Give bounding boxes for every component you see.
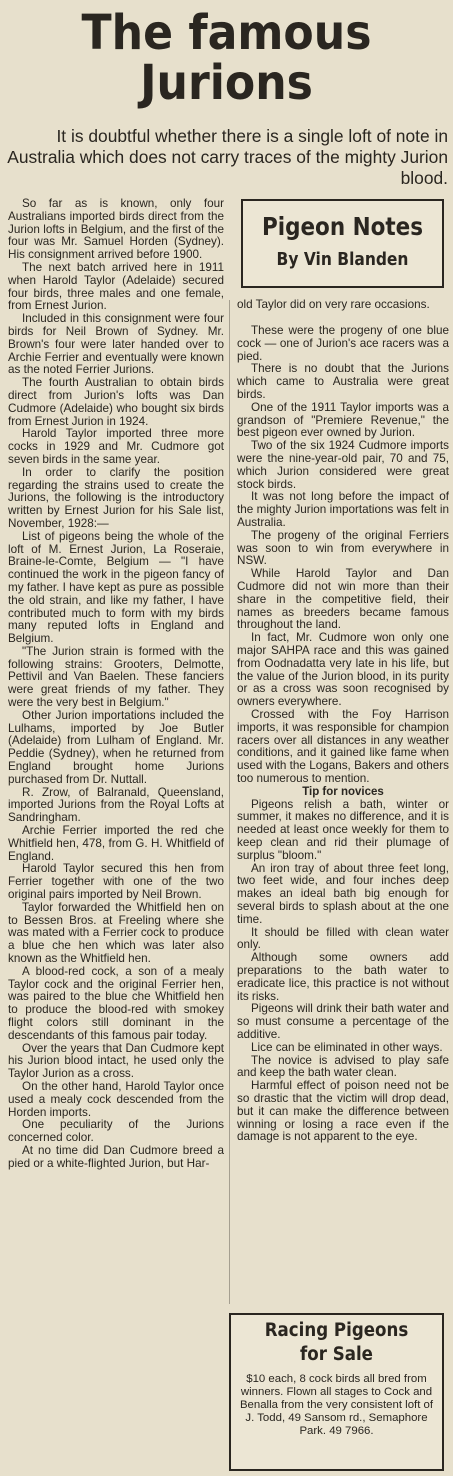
headline: [18, 0, 435, 111]
paragraph: The next batch arrived here in 1911 when Harold Taylor (Adelaide) secured four birds, three males and one female, from Ernest Jurion.: [8, 260, 224, 313]
paragraph: Taylor forwarded the Whitfield hen on to Bessen Bros. at Freeling where she was mated with a Ferrier cock to produce a blue che hen which was later also known as the Whitfield hen.: [8, 900, 224, 966]
deck-standfirst: It is doubtful whether there is a single loft of note in Australia which does not carry traces of the mighty Jurion blood.: [7, 126, 448, 188]
advert-heading-line-2: for Sale: [300, 1344, 373, 1365]
paragraph: There is no doubt that the Jurions which came to Australia were great birds.: [237, 362, 449, 401]
paragraph: The fourth Australian to obtain birds direct from Jurion's lofts was Dan Cudmore (Adelaide) who bought six birds from Ernest Jurion in 1924.: [8, 376, 224, 428]
left-column: [8, 198, 224, 1473]
paragraph: One peculiarity of the Jurions concerned color.: [8, 1118, 224, 1145]
for-sale-advert-box: [229, 1313, 444, 1471]
column-byline: By Vin Blanden: [276, 249, 409, 270]
advert-heading-line-1: Racing Pigeons: [264, 1320, 409, 1341]
paragraph: These were the progeny of one blue cock — one of Jurion's ace racers was a pied.: [237, 325, 449, 363]
column-title: Pigeon Notes: [261, 212, 424, 241]
paragraph: Over the years that Dan Cudmore kept his Jurion blood intact, he used only the Taylor Jurion as a cross.: [8, 1041, 224, 1081]
paragraph: So far as is known, only four Australians imported birds direct from the Jurion lofts in Belgium, and the first of the four was Mr. Samuel Horden (Sydney). His consignment arrived before 1900.: [8, 198, 224, 262]
paragraph: While Harold Taylor and Dan Cudmore did not win more than their share in the competitive field, their names as breeders became famous throughout the land.: [237, 567, 449, 632]
paragraph: Although some owners add preparations to the bath water to eradicate lice, this practice is not without its risks.: [237, 951, 449, 1003]
paragraph: It was not long before the impact of the mighty Jurion importations was felt in Australia.: [237, 490, 449, 529]
advert-body: $10 each, 8 cock birds all bred from winners. Flown all stages to Cock and Benalla from the very consistent loft of J. Todd, 49 Sansom rd., Semaphore Park. 49 7966.: [239, 1373, 434, 1437]
paragraph: Two of the six 1924 Cudmore imports were the nine-year-old pair, 70 and 75, which Jurion considered were great stock birds.: [237, 439, 449, 491]
paragraph: Harold Taylor secured this hen from Ferrier together with one of the two original pairs imported by Neil Brown.: [8, 862, 224, 902]
paragraph: Harold Taylor imported three more cocks in 1929 and Mr. Cudmore got seven birds in the same year.: [8, 427, 224, 466]
right-column-continuation: old Taylor did on very rare occasions.: [237, 298, 430, 311]
paragraph: Included in this consignment were four birds for Neil Brown of Sydney. Mr. Brown's four were later handed over to Archie Ferrier and eventually were known as the noted Ferrier Jurions.: [8, 312, 224, 377]
paragraph: Archie Ferrier imported the red che Whitfield hen, 478, from G. H. Whitfield of England.: [8, 824, 224, 863]
paragraph: List of pigeons being the whole of the loft of M. Ernest Jurion, La Roseraie, Braine-le-Comte, Belgium — "I have continued the work in the pigeon fancy of my father. I have kept as pure as possible the old strain, and like my father, I have contributed much to form with my birds many reputed lofts in England and Belgium.: [8, 529, 224, 646]
headline-line-1: The famous: [81, 5, 372, 61]
paragraph: Harmful effect of poison need not be so drastic that the victim will drop dead, but it can make the difference between winning or losing a race even if the damage is not apparent to the eye.: [237, 1079, 449, 1144]
paragraph: Crossed with the Foy Harrison imports, it was responsible for champion racers over all distances in any weather conditions, and it gained like fame when used with the Logans, Bakers and others too numerous to mention.: [237, 707, 449, 785]
paragraph: On the other hand, Harold Taylor once used a mealy cock descended from the Horden imports.: [8, 1079, 224, 1119]
pigeon-notes-box: [241, 199, 444, 288]
paragraph: One of the 1911 Taylor imports was a grandson of "Premiere Revenue," the best pigeon ever owned by Jurion.: [237, 400, 449, 440]
paragraph: The progeny of the original Ferriers was soon to win from everywhere in NSW.: [237, 528, 449, 568]
paragraph: R. Zrow, of Balranald, Queensland, imported Jurions from the Royal Lofts at Sandringham.: [8, 785, 224, 825]
paragraph: In fact, Mr. Cudmore won only one major SAHPA race and this was gained from Oodnadatta very late in his life, but the value of the Jurion blood, in its purity or as a cross was soon recognised by owners everywhere.: [237, 631, 449, 709]
paragraph: The novice is advised to play safe and keep the bath water clean.: [237, 1053, 449, 1080]
paragraph: Pigeons will drink their bath water and so must consume a percentage of the additive.: [237, 1002, 449, 1042]
paragraph: "The Jurion strain is formed with the following strains: Grooters, Delmotte, Pettivil and Van Baelen. These fanciers were great friends of my father. They were the very best in Belgium.": [8, 644, 224, 710]
paragraph: Other Jurion importations included the Lulhams, imported by Joe Butler (Adelaide) from Lulham of England. Mr. Peddie (Sydney), when he returned from England brought home Jurions purchased from Dr. Nuttall.: [8, 708, 224, 786]
headline-line-2: Jurions: [140, 55, 313, 111]
paragraph: In order to clarify the position regarding the strains used to create the Jurions, the following is the introductory written by Ernest Jurion for his Sale list, November, 1928:—: [8, 465, 224, 530]
paragraph: A blood-red cock, a son of a mealy Taylor cock and the original Ferrier hen, was paired to the blue che Whitfield hen to produce the blood-red with smokey flight colors still dominant in the descendants of this famous pair today.: [8, 964, 224, 1042]
right-column: [237, 325, 449, 1280]
paragraph: It should be filled with clean water only.: [237, 925, 449, 952]
paragraph: At no time did Dan Cudmore breed a pied or a white-flighted Jurion, but Har-: [8, 1143, 224, 1170]
paragraph: Lice can be eliminated in other ways.: [251, 1040, 443, 1054]
column-divider: [229, 300, 230, 1304]
tip-heading: Tip for novices: [302, 785, 384, 798]
paragraph: An iron tray of about three feet long, two feet wide, and four inches deep makes an ideal bath big enough for several birds to splash about at the one time.: [237, 861, 449, 926]
paragraph: Pigeons relish a bath, winter or summer, it makes no difference, and it is needed at least once weekly for them to keep clean and rid their plumage of surplus "bloom.": [237, 797, 449, 862]
